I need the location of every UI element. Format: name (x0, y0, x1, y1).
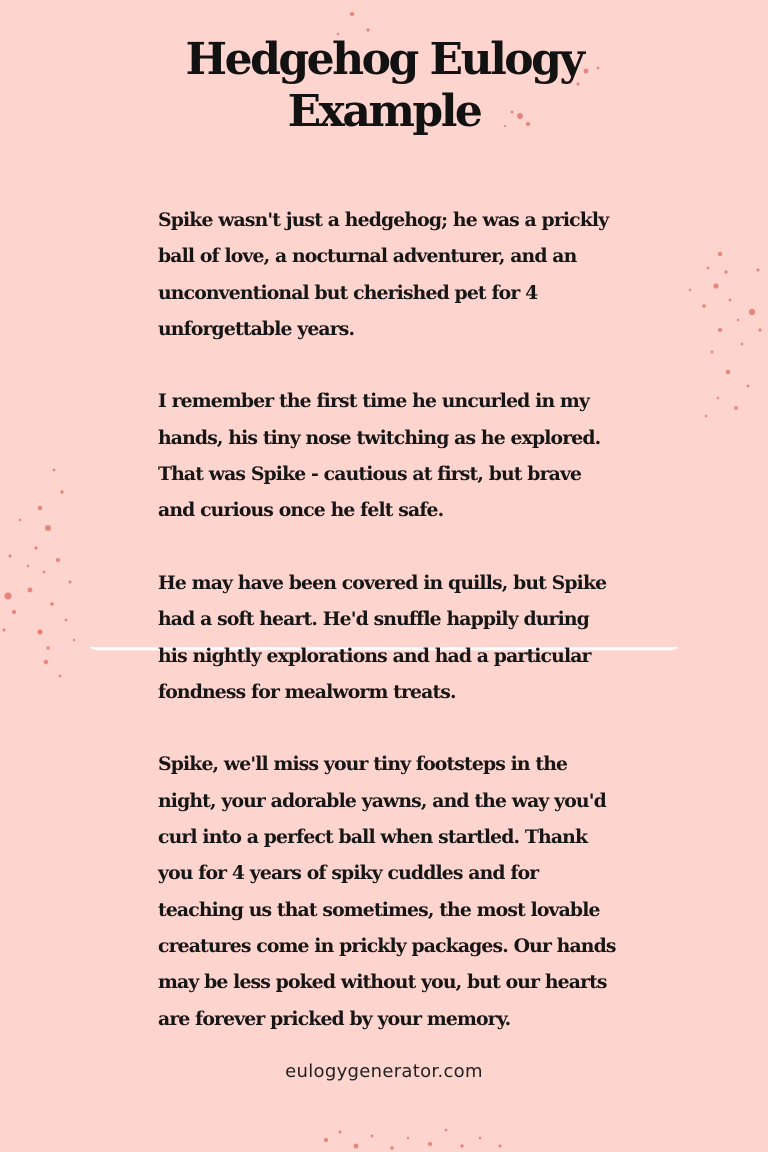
title-line-1: Hedgehog Eulogy (185, 34, 583, 85)
footer-website: eulogygenerator.com (285, 1061, 483, 1082)
paragraph-4: Spike, we'll miss your tiny footsteps in the night, your adorable yawns, and the way you'd curl into a perfect ball when startled. Thank you for 4 years of spiky cuddles and for teaching us that sometimes, the most lovable creatures come in prickly packages. Our hands may be less poked without you, but our hearts are forever pricked by your memory. (158, 753, 616, 1030)
title-line-2: Example (287, 86, 481, 137)
paragraph-2: I remember the first time he uncurled in my hands, his tiny nose twitching as he explored. That was Spike - cautious at first, but brave and curious once he felt safe. (158, 390, 601, 522)
eulogy-text (158, 202, 618, 1037)
paragraph-3: He may have been covered in quills, but Spike had a soft heart. He'd snuffle happily during his nightly explorations and had a particular fondness for mealworm treats. (158, 571, 607, 703)
page-title (84, 34, 684, 138)
paragraph-1: Spike wasn't just a hedgehog; he was a prickly ball of love, a nocturnal adventurer, and an unconventional but cherished pet for 4 unforgettable years. (158, 209, 609, 340)
